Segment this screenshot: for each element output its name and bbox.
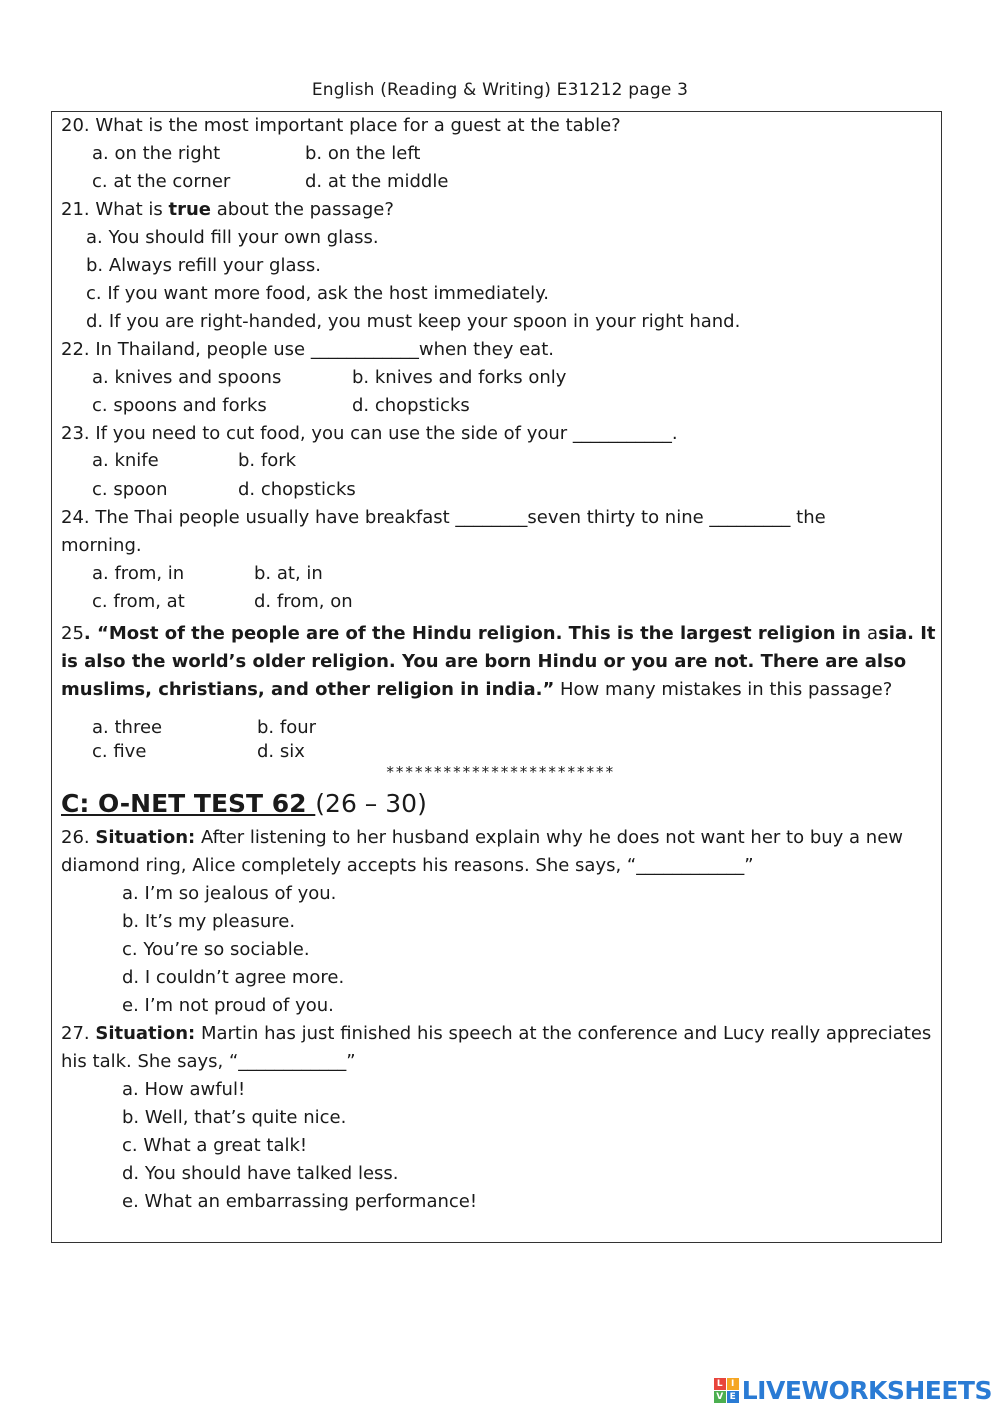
page-header: English (Reading & Writing) E31212 page 3	[311, 80, 689, 100]
logo-text: LIVEWORKSHEETS	[741, 1375, 992, 1405]
logo-mark-icon: L I V E	[714, 1378, 739, 1403]
separator-stars: ************************	[385, 763, 615, 781]
q20-option-b: b. on the left	[305, 143, 421, 164]
q27-stem-line1: 27. Situation: Martin has just finished his speech at the conference and Lucy really appreciates	[61, 1023, 932, 1044]
q27-option-e: e. What an embarrassing performance!	[122, 1191, 478, 1212]
q21-option-b: b. Always refill your glass.	[86, 255, 321, 276]
q26-option-a: a. I’m so jealous of you.	[122, 883, 337, 904]
q25-passage-line1: 25. “Most of the people are of the Hindu religion. This is the largest religion in asia. It	[61, 623, 936, 644]
q24-option-b: b. at, in	[254, 563, 323, 584]
q27-option-d: d. You should have talked less.	[122, 1163, 399, 1184]
q24-option-d: d. from, on	[254, 591, 353, 612]
q21-option-d: d. If you are right-handed, you must keep your spoon in your right hand.	[86, 311, 741, 332]
q22-option-b: b. knives and forks only	[352, 367, 567, 388]
q20-stem: 20. What is the most important place for a guest at the table?	[61, 115, 621, 136]
q24-option-a: a. from, in	[92, 563, 185, 584]
q23-stem: 23. If you need to cut food, you can use the side of your ___________.	[61, 423, 678, 444]
q25-passage-line3: muslims, christians, and other religion in india.” How many mistakes in this passage?	[61, 679, 893, 700]
q25-passage-line2: is also the world’s older religion. You are born Hindu or you are not. There are also	[61, 651, 907, 672]
q22-option-d: d. chopsticks	[352, 395, 470, 416]
q26-option-b: b. It’s my pleasure.	[122, 911, 296, 932]
q20-option-c: c. at the corner	[92, 171, 231, 192]
q23-option-b: b. fork	[238, 450, 297, 471]
q21-option-a: a. You should fill your own glass.	[86, 227, 379, 248]
q25-option-c: c. five	[92, 741, 147, 762]
q24-option-c: c. from, at	[92, 591, 185, 612]
q25-option-a: a. three	[92, 717, 163, 738]
q27-option-c: c. What a great talk!	[122, 1135, 308, 1156]
q24-stem-line1: 24. The Thai people usually have breakfast ________seven thirty to nine _________ the	[61, 507, 826, 528]
q26-stem-line1: 26. Situation: After listening to her husband explain why he does not want her to buy a new	[61, 827, 903, 848]
q21-option-c: c. If you want more food, ask the host immediately.	[86, 283, 549, 304]
q22-stem: 22. In Thailand, people use ____________when they eat.	[61, 339, 554, 360]
q26-option-d: d. I couldn’t agree more.	[122, 967, 345, 988]
q24-stem-line2: morning.	[61, 535, 142, 556]
q27-option-b: b. Well, that’s quite nice.	[122, 1107, 347, 1128]
liveworksheets-logo[interactable]	[714, 1375, 992, 1405]
q26-option-c: c. You’re so sociable.	[122, 939, 310, 960]
q26-option-e: e. I’m not proud of you.	[122, 995, 334, 1016]
q23-option-a: a. knife	[92, 450, 159, 471]
q22-option-c: c. spoons and forks	[92, 395, 267, 416]
q25-option-b: b. four	[257, 717, 317, 738]
q23-option-d: d. chopsticks	[238, 479, 356, 500]
q21-stem: 21. What is true about the passage?	[61, 199, 394, 220]
q23-option-c: c. spoon	[92, 479, 168, 500]
q25-option-d: d. six	[257, 741, 305, 762]
q26-stem-line2: diamond ring, Alice completely accepts his reasons. She says, “____________”	[61, 855, 754, 876]
q20-option-d: d. at the middle	[305, 171, 449, 192]
q20-option-a: a. on the right	[92, 143, 221, 164]
q27-stem-line2: his talk. She says, “____________”	[61, 1051, 356, 1072]
q27-option-a: a. How awful!	[122, 1079, 246, 1100]
q22-option-a: a. knives and spoons	[92, 367, 282, 388]
section-title: C: O-NET TEST 62 (26 – 30)	[61, 789, 427, 818]
